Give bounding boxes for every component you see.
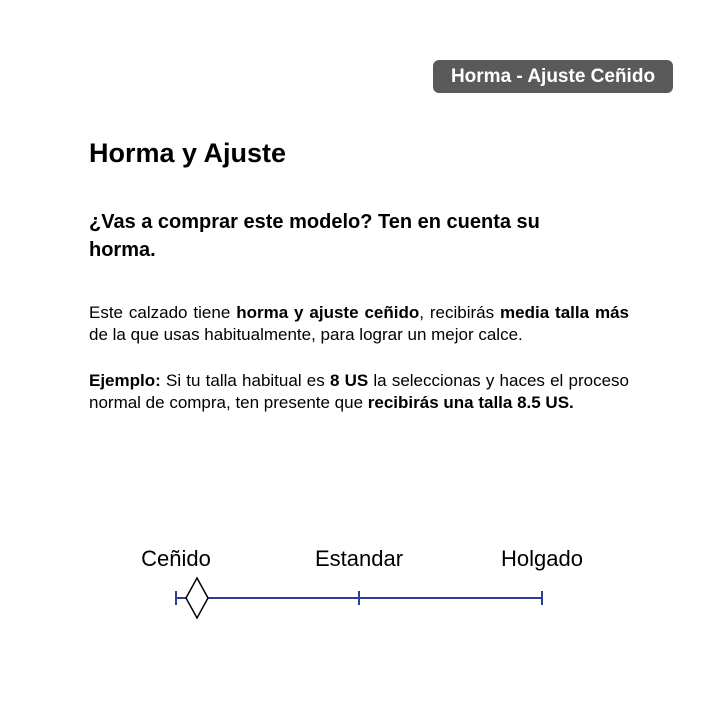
fit-badge-label: Horma - Ajuste Ceñido xyxy=(450,66,656,87)
bold-segment: 8 US xyxy=(329,371,369,390)
fit-example xyxy=(89,370,629,414)
text-segment: Si tu talla habitual es xyxy=(160,371,330,390)
page-subtitle: ¿Vas a comprar este modelo? Ten en cuenta su horma. xyxy=(89,211,540,261)
bold-segment: Ejemplo: xyxy=(89,371,161,390)
text-segment: la seleccionas y haces el proceso normal de compra, ten presente que xyxy=(89,371,629,412)
bold-segment: recibirás una talla 8.5 US. xyxy=(367,393,574,412)
text-segment: Este calzado tiene xyxy=(89,303,237,322)
page-title: Horma y Ajuste xyxy=(89,138,287,168)
fit-badge xyxy=(433,60,673,93)
text-segment: de la que usas habitualmente, para lograr un mejor calce. xyxy=(89,325,523,344)
bold-segment: horma y ajuste ceñido xyxy=(236,303,420,322)
scale-label-tight: Ceñido xyxy=(141,546,211,571)
bold-segment: media talla más xyxy=(500,303,629,322)
scale-label-loose: Holgado xyxy=(501,546,583,571)
fit-scale xyxy=(0,570,719,630)
scale-label-standard: Estandar xyxy=(314,546,404,571)
fit-marker-icon xyxy=(186,578,208,618)
fit-description xyxy=(89,302,629,346)
text-segment: , recibirás xyxy=(419,303,501,322)
